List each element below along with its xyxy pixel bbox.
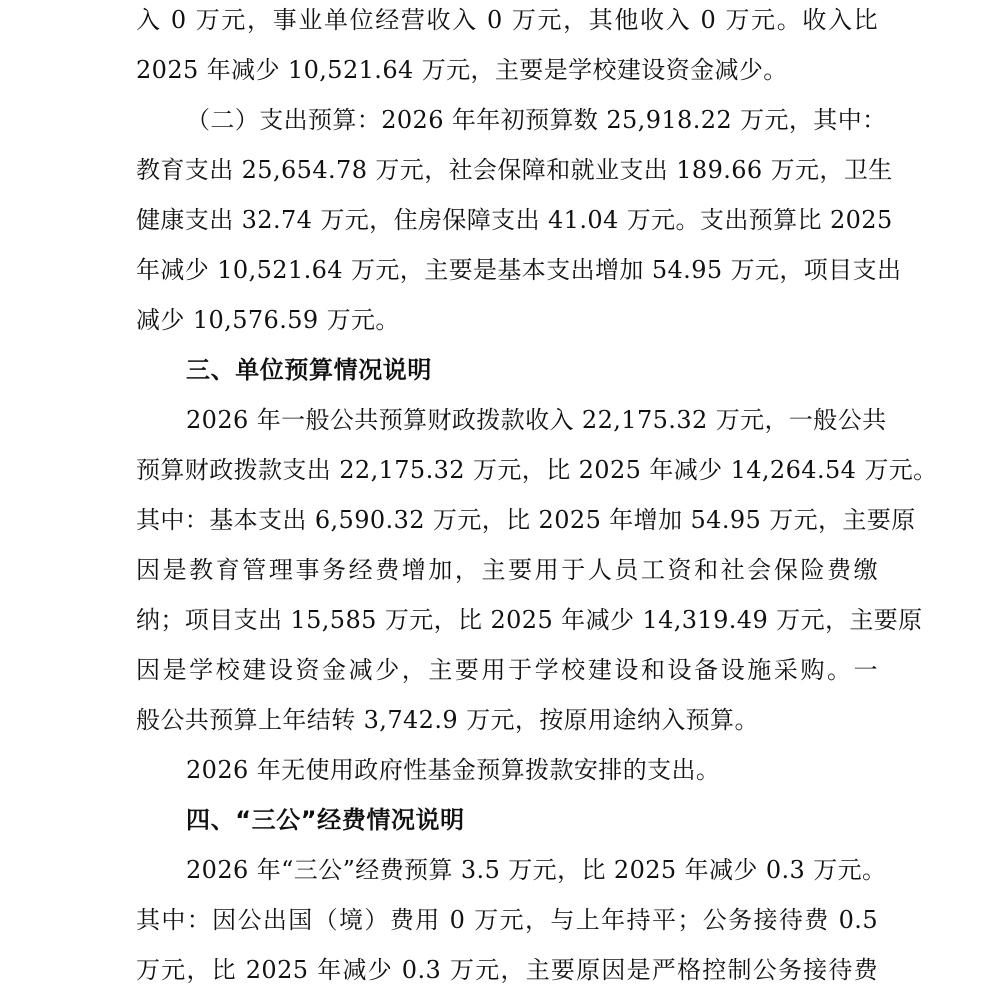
body-text-line: 般公共预算上年结转 3,742.9 万元，按原用途纳入预算。	[136, 706, 759, 734]
paragraph-first-line: 2026 年无使用政府性基金预算拨款安排的支出。	[186, 756, 721, 784]
paragraph-first-line: 2026 年“三公”经费预算 3.5 万元，比 2025 年减少 0.3 万元。	[186, 856, 887, 884]
body-text-line: 2025 年减少 10,521.64 万元，主要是学校建设资金减少。	[136, 56, 788, 84]
body-text-line: 其中：因公出国（境）费用 0 万元，与上年持平；公务接待费 0.5	[136, 906, 878, 934]
body-text-line: 纳；项目支出 15,585 万元，比 2025 年减少 14,319.49 万元，主要原	[136, 606, 923, 634]
body-text-line: 万元，比 2025 年减少 0.3 万元，主要原因是严格控制公务接待费	[136, 956, 878, 984]
body-text-line: 因是教育管理事务经费增加，主要用于人员工资和社会保险费缴	[136, 556, 878, 584]
section-heading: 三、单位预算情况说明	[186, 356, 432, 384]
body-text-line: 年减少 10,521.64 万元，主要是基本支出增加 54.95 万元，项目支出	[136, 256, 902, 284]
body-text-line: 因是学校建设资金减少，主要用于学校建设和设备设施采购。一	[136, 656, 878, 684]
body-text-line: 预算财政拨款支出 22,175.32 万元，比 2025 年减少 14,264.54 万元。	[136, 456, 938, 484]
body-text-line: 健康支出 32.74 万元，住房保障支出 41.04 万元。支出预算比 2025	[136, 206, 893, 234]
body-text-line: 教育支出 25,654.78 万元，社会保障和就业支出 189.66 万元，卫生	[136, 156, 893, 184]
section-heading: 四、“三公”经费情况说明	[186, 806, 465, 834]
body-text-line: 入 0 万元，事业单位经营收入 0 万元，其他收入 0 万元。收入比	[136, 6, 878, 34]
paragraph-first-line: 2026 年一般公共预算财政拨款收入 22,175.32 万元，一般公共	[186, 406, 887, 434]
body-text-line: 减少 10,576.59 万元。	[136, 306, 400, 334]
paragraph-first-line: （二）支出预算：2026 年年初预算数 25,918.22 万元，其中：	[186, 106, 887, 134]
body-text-line: 其中：基本支出 6,590.32 万元，比 2025 年增加 54.95 万元，主要原	[136, 506, 916, 534]
